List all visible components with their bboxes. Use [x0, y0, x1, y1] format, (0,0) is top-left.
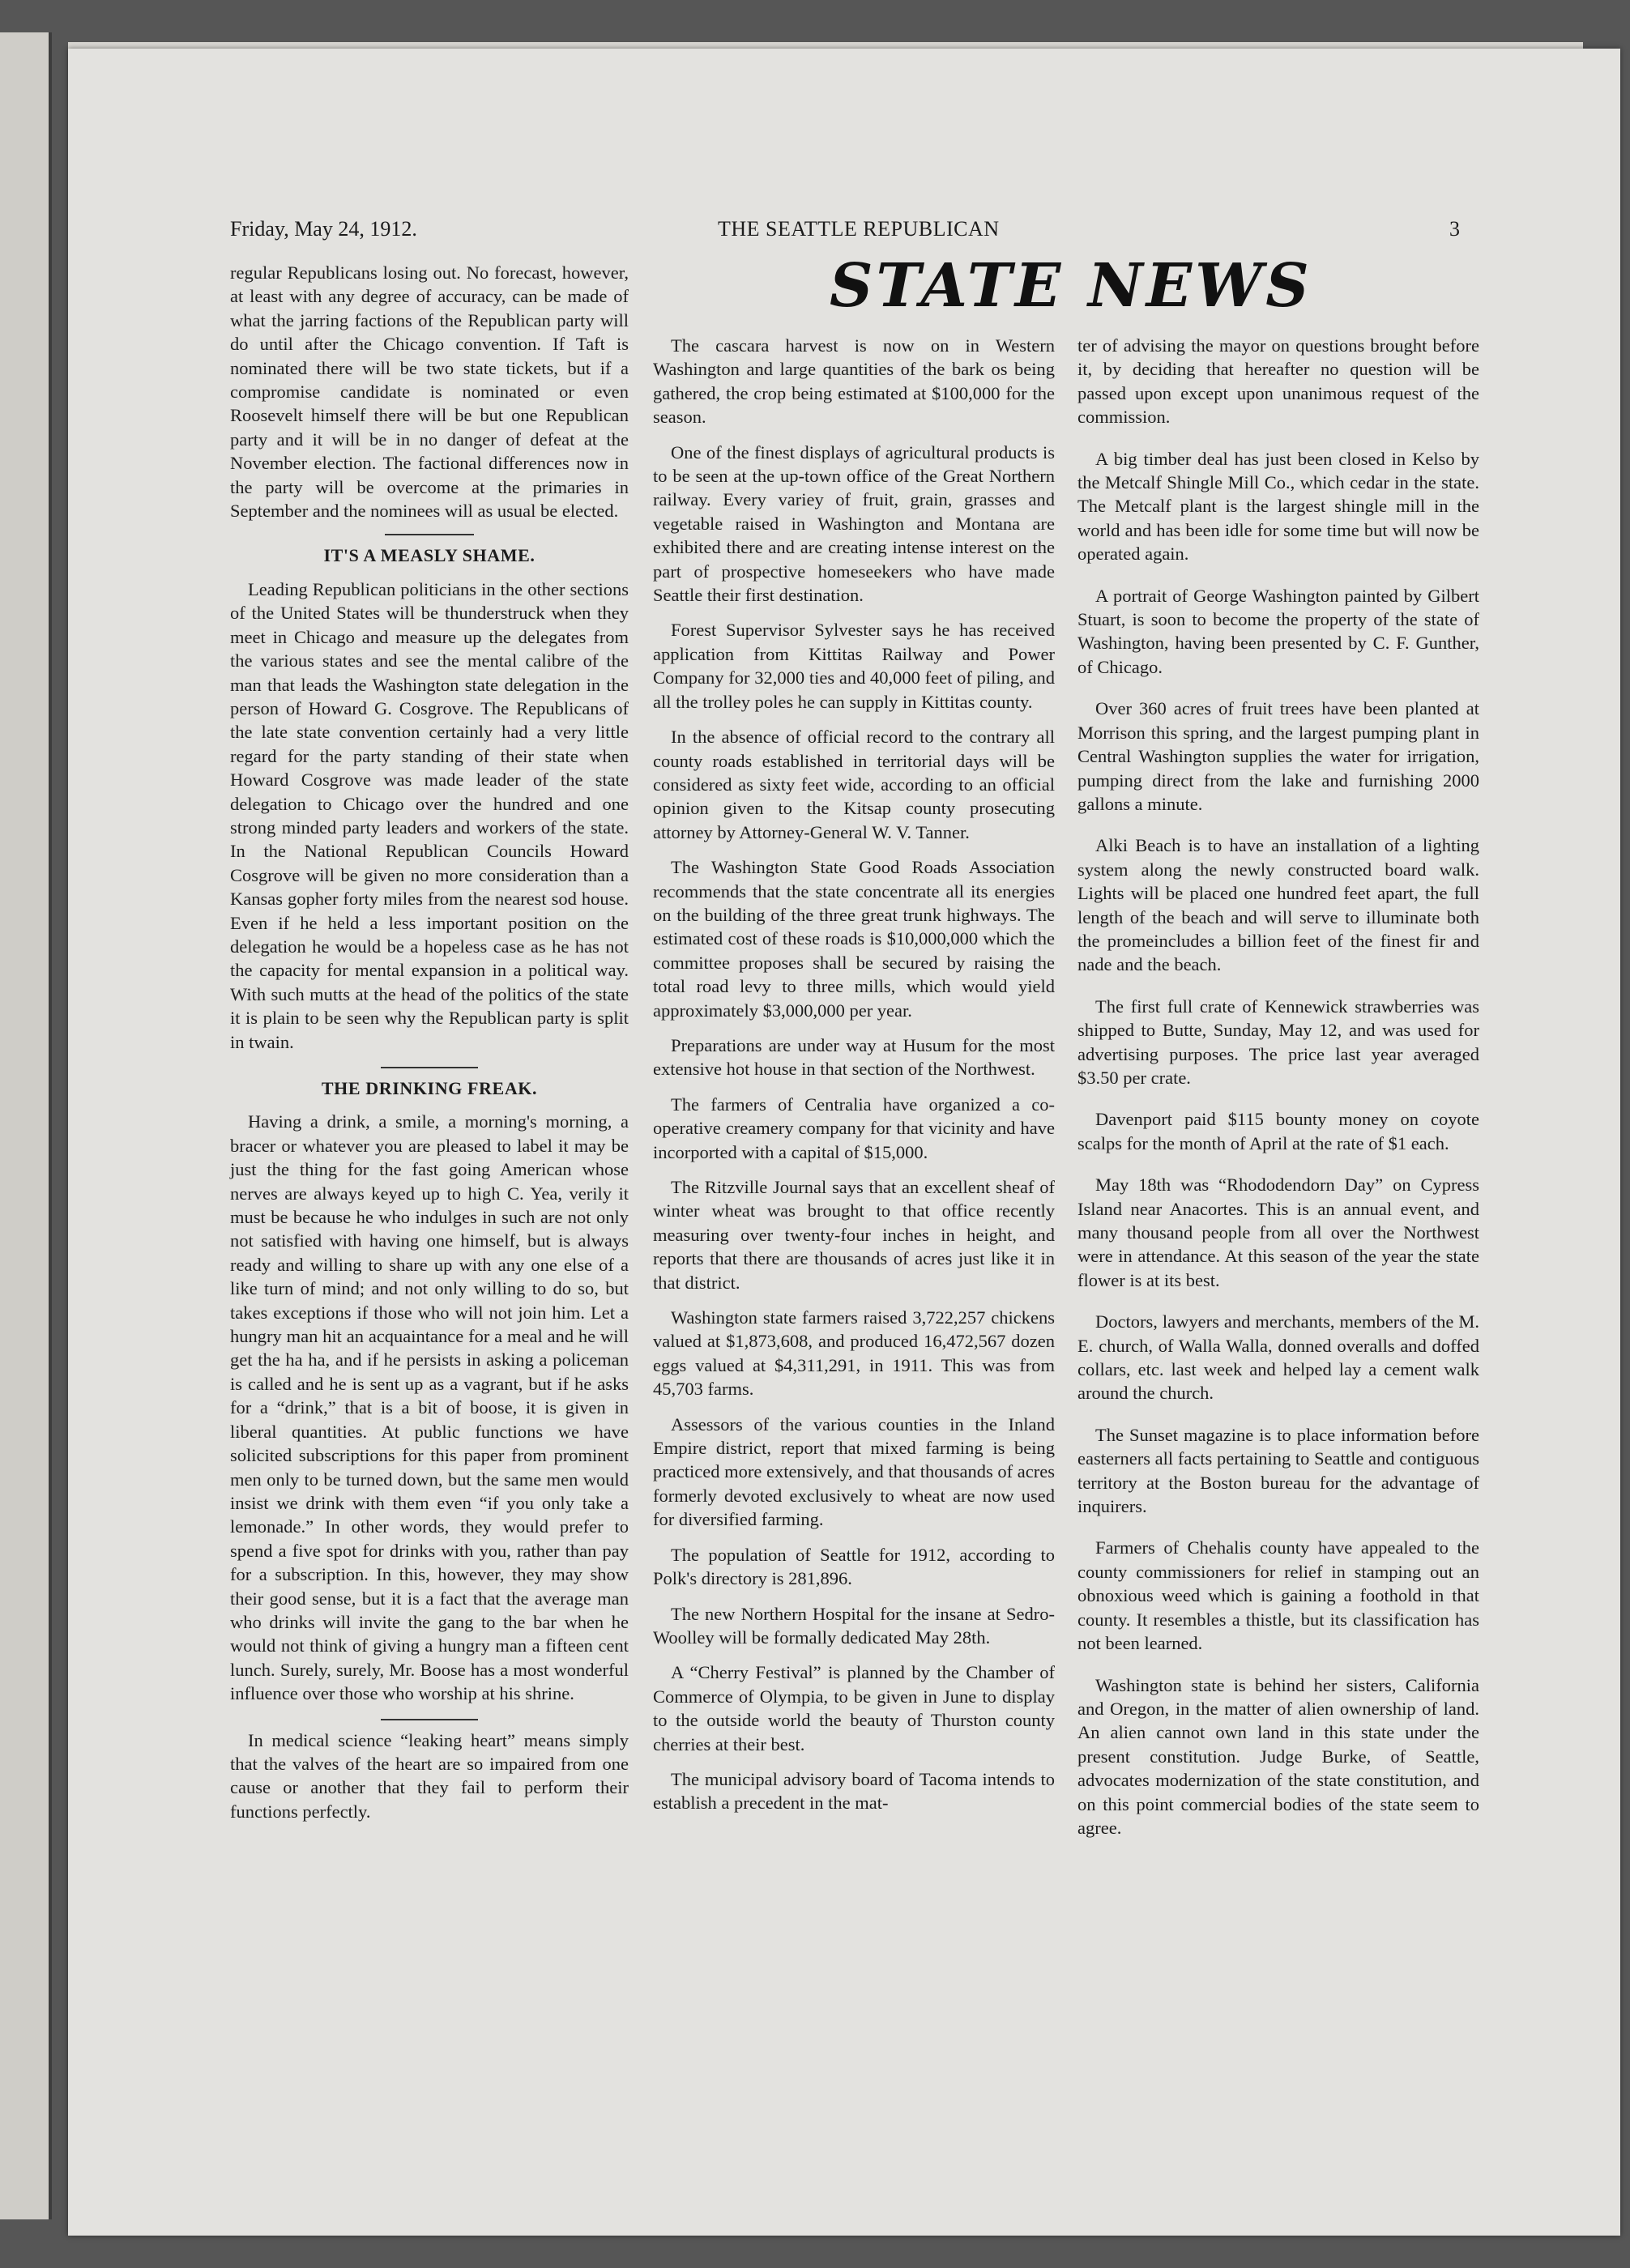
column-middle [653, 334, 1055, 1827]
article-paragraph: Leading Republican politicians in the other sections of the United States will be thunderstruck when they meet in Chicago and measure up the delegates from the various states and see the mental calibre of the man that leads the Washington state delegation in the person of Howard G. Cosgrove. The Republicans of the late state convention certainly had a very little regard for the party standing of their state when Howard Cosgrove was made leader of the state delegation to Chicago over the hundred and one strong minded party leaders and workers of the state. In the National Republican Councils Howard Cosgrove will be given no more consideration than a Kansas gopher forty miles from the nearest sod house. Even if he held a less important position on the delegation he would be a hopeless case as he has not the capacity for mental expansion in a political way. With such mutts at the head of the politics of the state it is plain to be seen why the Republican party is split in twain. [230, 578, 629, 1052]
news-item: The municipal advisory board of Tacoma intends to establish a precedent in the mat- [653, 1768, 1055, 1814]
header-newspaper-name: THE SEATTLE REPUBLICAN [718, 217, 1000, 241]
article-heading: IT'S A MEASLY SHAME. [323, 545, 536, 566]
news-item: In the absence of official record to the contrary all county roads established in territorial days will be considered as sixty feet wide, according to an official opinion given to the Kitsap county prosecuting attorney by Attorney-General W. V. Tanner. [653, 727, 1055, 842]
news-item: The population of Seattle for 1912, according to Polk's directory is 281,896. [653, 1544, 1055, 1589]
news-item: The Sunset magazine is to place information before easterners all facts pertaining to Seattle and contiguous territory at the Boston bureau for the advantage of inquirers. [1077, 1424, 1479, 1517]
divider-rule [381, 1719, 478, 1720]
news-item: The first full crate of Kennewick strawberries was shipped to Butte, Sunday, May 12, and was used for advertising purposes. The price last year averaged $3.50 per crate. [1077, 995, 1479, 1088]
news-item: Over 360 acres of fruit trees have been planted at Morrison this spring, and the largest pumping plant in Central Washington supplies the water for irrigation, pumping direct from the lake and furnishing 2000 gallons a minute. [1077, 698, 1479, 814]
news-item: The Ritzville Journal says that an excellent sheaf of winter wheat was brought to that office recently measuring over twenty-four inches in height, and reports that there are thousands of acres just like it in that district. [653, 1177, 1055, 1293]
news-item: A big timber deal has just been closed in Kelso by the Metcalf Shingle Mill Co., which cedar in the state. The Metcalf plant is the largest shingle mill in the world and has been idle for some time but will now be operated again. [1077, 448, 1479, 565]
divider-rule [381, 1067, 478, 1068]
news-item: Davenport paid $115 bounty money on coyote scalps for the month of April at the rate of $1 each. [1077, 1109, 1479, 1153]
previous-page-edge [0, 32, 52, 2219]
article-paragraph: Having a drink, a smile, a morning's morning, a bracer or whatever you are pleased to label it may be just the thing for the fast going American whose nerves are always keyed up to high C. Yea, verily it must be because he who indulges in such are not only not satisfied with having one himself, but is always ready and willing to share up with any one else of a like turn of mind; and not only willing to do so, but takes exceptions if those who will not join him. Let a hungry man hit an acquaintance for a meal and he will get the ha ha, and if he persists in asking a policeman is called and he is sent up as a vagrant, but if he asks for a “drink,” that is a bit of boose, it is given in liberal quantities. At public functions we have solicited subscriptions for this paper from prominent men only to be turned down, but the same men would insist we drink with them even “if you only take a lemonade.” In other words, they would prefer to spend a five spot for drinks with you, rather than pay for a subscription. In this, however, they may show their good sense, but it is a fact that the average man who drinks will invite the gang to the bar when he would not think of giving a hungry man a fifteen cent lunch. Surely, surely, Mr. Boose has a most wonderful influence over those who worship at his shrine. [230, 1111, 629, 1704]
news-item: Washington state is behind her sisters, California and Oregon, in the matter of alien ownership of land. An alien cannot own land in this state under the present constitution. Judge Burke, of Seattle, advocates modernization of the state constitution, and on this point commercial bodies of the state seem to agree. [1077, 1674, 1479, 1838]
header-date: Friday, May 24, 1912. [230, 217, 417, 241]
news-item: May 18th was “Rhododendorn Day” on Cypress Island near Anacortes. This is an annual event, and many thousand people from all over the Northwest were in attendance. At this season of the year the state flower is at its best. [1077, 1174, 1479, 1290]
article-paragraph: In medical science “leaking heart” means simply that the valves of the heart are so impaired from one cause or another that they fail to perform their functions perfectly. [230, 1729, 629, 1822]
news-item: The Washington State Good Roads Association recommends that the state concentrate all its energies on the building of the three great trunk highways. The estimated cost of these roads is $10,000,000 which the committee proposes shall be secured by raising the total road levy to three mills, which would yield approximately $3,000,000 per year. [653, 857, 1055, 1021]
news-item: One of the finest displays of agricultural products is to be seen at the up-town office of the Great Northern railway. Every variey of fruit, grain, grasses and vegetable raised in Washington and Montana are exhibited there and are creating intense interest on the part of prospective homeseekers who have made Seattle their first destination. [653, 441, 1055, 606]
news-item: Preparations are under way at Husum for the most extensive hot house in that section of the Northwest. [653, 1034, 1055, 1080]
column-right [1077, 334, 1479, 1857]
divider-rule [385, 534, 474, 535]
news-item: Forest Supervisor Sylvester says he has received application from Kittitas Railway and Power Company for 32,000 ties and 40,000 feet of piling, and all the trolley poles he can supply in Kittitas county. [653, 620, 1055, 712]
article-paragraph: regular Republicans losing out. No forecast, however, at least with any degree of accuracy, can be made of what the jarring factions of the Republican party will do until after the Chicago convention. If Taft is nominated there will be two state tickets, but if a compromise candidate is nominated or even Roosevelt himself there will be but one Republican party and it will be in no danger of defeat at the November election. The factional differences now in the party will be overcome at the primaries in September and the nominees will as usual be elected. [230, 262, 629, 522]
section-masthead: STATE NEWS [830, 251, 1312, 321]
news-item: Alki Beach is to have an installation of a lighting system along the newly constructed board walk. Lights will be placed one hundred feet apart, the full length of the beach and will serve to illuminate both the promeincludes a billion feet of the finest fir and nade and the beach. [1077, 835, 1479, 975]
news-item: The new Northern Hospital for the insane at Sedro-Woolley will be formally dedicated May 28th. [653, 1603, 1055, 1648]
news-item: Doctors, lawyers and merchants, members of the M. E. church, of Walla Walla, donned overalls and doffed collars, etc. last week and helped lay a cement walk around the church. [1077, 1311, 1479, 1404]
news-item: ter of advising the mayor on questions brought before it, by deciding that hereafter no question will be passed upon except upon unanimous request of the commission. [1077, 335, 1479, 428]
news-item: Farmers of Chehalis county have appealed to the county commissioners for relief in stamping out an obnoxious weed which is gaining a foothold in that county. It resembles a thistle, but its classification has not been learned. [1077, 1537, 1479, 1654]
news-item: A “Cherry Festival” is planned by the Chamber of Commerce of Olympia, to be given in June to display to the outside world the beauty of Thurston county cherries at their best. [653, 1662, 1055, 1754]
header-page-number: 3 [1449, 217, 1460, 241]
news-item: The farmers of Centralia have organized a co-operative creamery company for that vicinity and have incorported with a capital of $15,000. [653, 1094, 1055, 1162]
article-heading: THE DRINKING FREAK. [321, 1078, 538, 1098]
column-left [230, 261, 629, 1835]
news-item: Assessors of the various counties in the Inland Empire district, report that mixed farming is being practiced more extensively, and that thousands of acres formerly devoted exclusively to wheat are now used for diversified farming. [653, 1413, 1055, 1530]
news-item: The cascara harvest is now on in Western Washington and large quantities of the bark os being gathered, the crop being estimated at $100,000 for the season. [653, 335, 1055, 428]
news-item: Washington state farmers raised 3,722,257 chickens valued at $1,873,608, and produced 16,472,567 dozen eggs valued at $4,311,291, in 1911. This was from 45,703 farms. [653, 1307, 1055, 1400]
news-item: A portrait of George Washington painted by Gilbert Stuart, is soon to become the property of the state of Washington, having been presented by C. F. Gunther, of Chicago. [1077, 585, 1479, 677]
newspaper-page [68, 49, 1620, 2236]
